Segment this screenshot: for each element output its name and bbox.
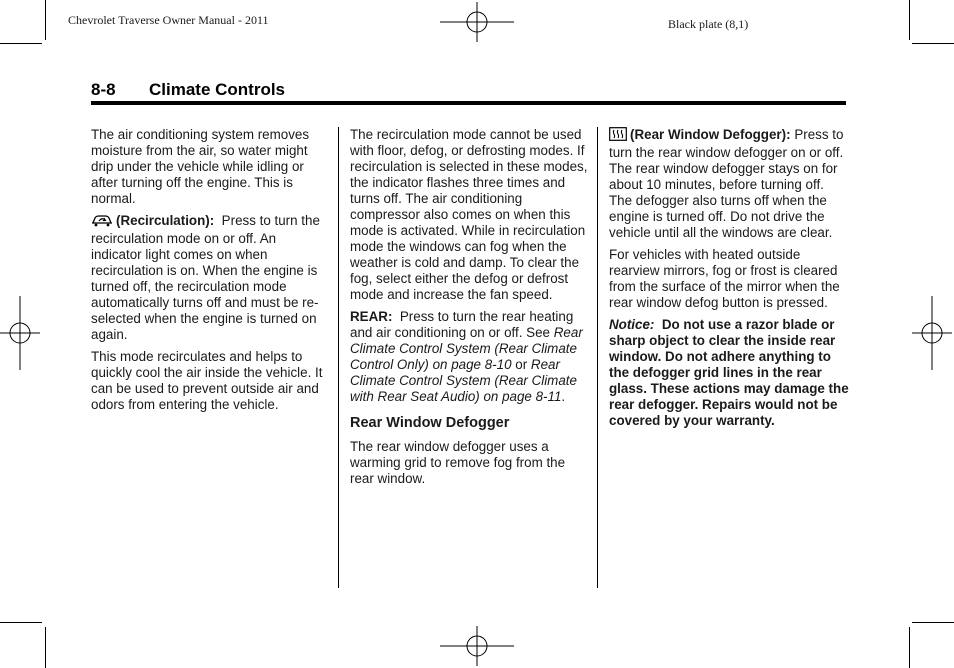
- column-1: [91, 127, 327, 419]
- notice-label: Notice:: [609, 317, 655, 332]
- heading-rule: [91, 101, 846, 105]
- paragraph-recirc-cooling: This mode recirculates and helps to quickly cool the air inside the vehicle. It can be used to prevent outside air and odors from entering the vehicle.: [91, 349, 323, 412]
- paragraph-defogger-grid: The rear window defogger uses a warming grid to remove fog from the rear window.: [350, 439, 566, 486]
- registration-mark-bottom: [440, 626, 514, 666]
- or-text: or: [515, 357, 528, 372]
- rear-text: Press to turn the rear heating and air conditioning on or off. See: [350, 309, 574, 340]
- paragraph-rear: [350, 309, 588, 405]
- paragraph-ac-moisture: The air conditioning system removes moisture from the air, so water might drip under the vehicle while idling or after turning off the engine. This is normal.: [91, 127, 310, 206]
- column-2: [350, 127, 588, 493]
- column-divider-2: [597, 127, 598, 588]
- defogger-text: Press to turn the rear window defogger on or off. The rear window defogger stays on for about 10 minutes, before turning off. The defogger also turns off when the engine is turned off. Do not drive the vehicle until all the windows are clear.: [609, 127, 844, 240]
- subheading-rear-window-defogger: Rear Window Defogger: [350, 415, 510, 431]
- rear-climate-ref-1[interactable]: Rear Climate Control System (Rear Climate Control Only) on page 8-10: [350, 325, 583, 372]
- column-3: [609, 127, 849, 435]
- defogger-label: (Rear Window Defogger):: [630, 127, 791, 142]
- section-title: Climate Controls: [149, 80, 286, 99]
- manual-title: Chevrolet Traverse Owner Manual - 2011: [68, 13, 269, 27]
- paragraph-defogger-button: [609, 127, 849, 241]
- column-divider-1: [338, 127, 339, 588]
- registration-mark-top: [440, 2, 514, 42]
- section-heading: [91, 80, 846, 100]
- paragraph-notice: [609, 317, 849, 429]
- rear-defogger-icon: [609, 127, 627, 145]
- section-number: 8-8: [91, 80, 116, 99]
- registration-mark-right: [912, 296, 952, 370]
- notice-text: Do not use a razor blade or sharp object to clear the inside rear window. Do not adhere anything to the defogger grid lines in the rear glass. These actions may damage the rear defogger. Repairs would not be covered by your warranty.: [609, 317, 849, 428]
- recirculation-label: (Recirculation):: [116, 213, 215, 228]
- rear-label: REAR:: [350, 309, 393, 324]
- registration-mark-left: [0, 296, 40, 370]
- paragraph-heated-mirrors: For vehicles with heated outside rearview mirrors, fog or frost is cleared from the surface of the mirror when the rear window defog button is pressed.: [609, 247, 840, 310]
- plate-label: Black plate (8,1): [668, 17, 749, 31]
- period: .: [561, 389, 566, 404]
- paragraph-recirculation: [91, 213, 327, 343]
- rear-climate-ref-2[interactable]: Rear Climate Control System (Rear Climate with Rear Seat Audio) on page 8-11: [350, 357, 577, 404]
- recirculation-text: Press to turn the recirculation mode on or off. An indicator light comes on when recirculation is on. When the engine is turned off, the recirculation mode automatically turns off and must be re-selected when the engine is turned on again.: [91, 213, 320, 342]
- recirculation-icon: [91, 214, 113, 231]
- paragraph-recirc-modes: The recirculation mode cannot be used with floor, defog, or defrosting modes. If recirculation is selected in these modes, the indicator flashes three times and turns off. The air conditioning compressor also comes on when this mode is activated. While in recirculation mode the windows can fog when the weather is cold and damp. To clear the fog, select either the defog or defrost mode and increase the fan speed.: [350, 127, 588, 302]
